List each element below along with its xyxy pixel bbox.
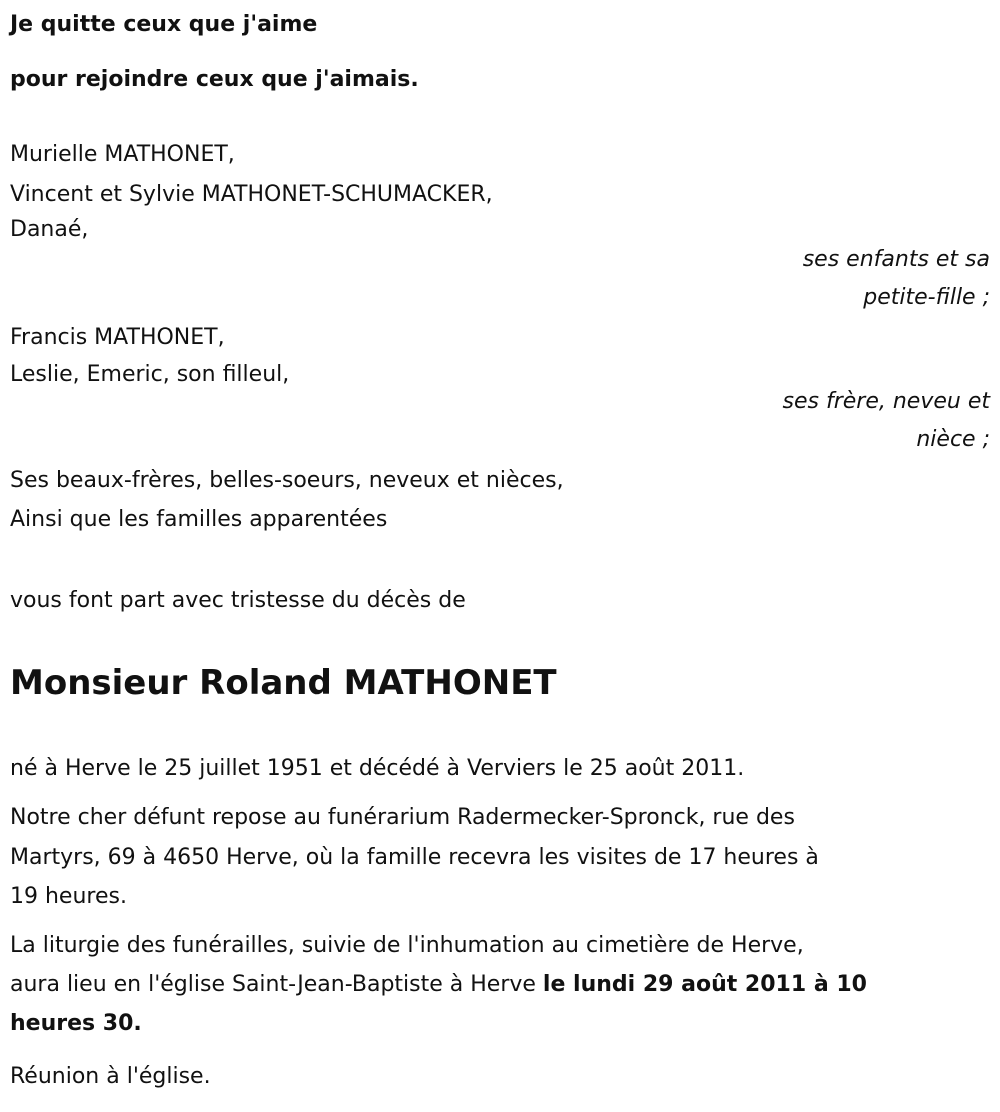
liturgy-text: aura lieu en l'église Saint-Jean-Baptiste à Herve [10,972,543,997]
family-relation: ses enfants et sa [802,247,990,272]
family-name: Francis MATHONET, [10,325,225,350]
family-line: Ses beaux-frères, belles-soeurs, neveux et nièces, [10,468,564,493]
repose-line: Martyrs, 69 à 4650 Herve, où la famille recevra les visites de 17 heures à [10,845,819,870]
liturgy-date: le lundi 29 août 2011 à 10 [542,972,867,997]
family-name: Danaé, [10,217,89,242]
deceased-name: Monsieur Roland MATHONET [10,663,557,703]
repose-line: 19 heures. [10,884,127,909]
birth-death: né à Herve le 25 juillet 1951 et décédé à Verviers le 25 août 2011. [10,756,745,781]
epitaph-line: pour rejoindre ceux que j'aimais. [10,67,419,92]
liturgy-time: heures 30. [10,1011,142,1036]
reunion: Réunion à l'église. [10,1064,211,1089]
liturgy-line [10,970,867,1000]
family-relation: ses frère, neveu et [782,389,990,414]
family-name: Vincent et Sylvie MATHONET-SCHUMACKER, [10,182,493,207]
liturgy-line: La liturgie des funérailles, suivie de l'inhumation au cimetière de Herve, [10,933,804,958]
family-line: Ainsi que les familles apparentées [10,507,388,532]
family-relation: nièce ; [916,427,990,452]
family-relation: petite-fille ; [863,285,990,310]
announcement: vous font part avec tristesse du décès de [10,588,466,613]
family-name: Leslie, Emeric, son filleul, [10,362,290,387]
epitaph-line: Je quitte ceux que j'aime [10,12,318,37]
family-name: Murielle MATHONET, [10,142,235,167]
repose-line: Notre cher défunt repose au funérarium Radermecker-Spronck, rue des [10,805,795,830]
